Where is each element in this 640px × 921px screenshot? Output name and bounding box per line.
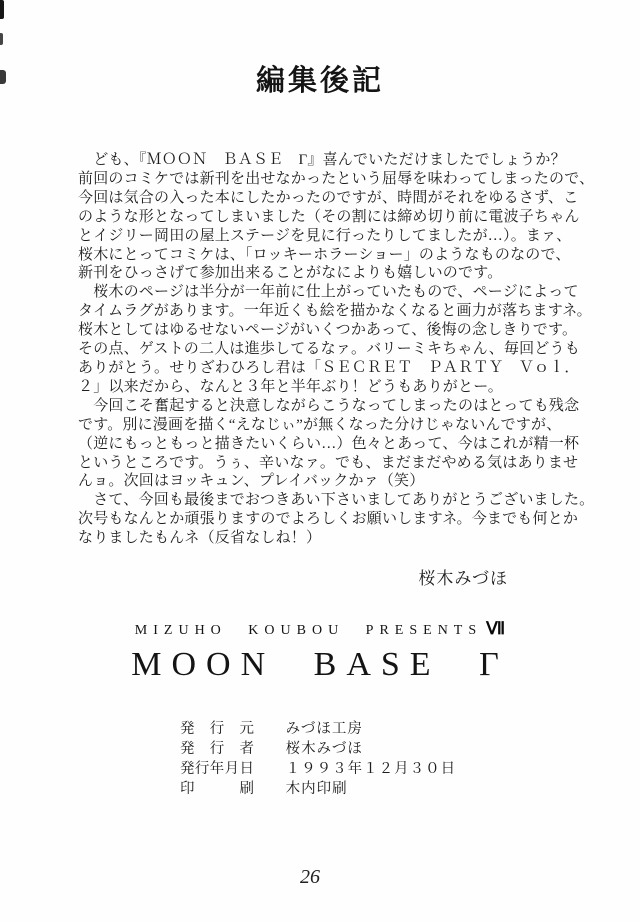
scan-artifact-mark: [0, 33, 3, 45]
colophon-value: 木内印刷: [285, 781, 348, 797]
volume-numeral: Ⅶ: [486, 619, 506, 638]
body-line: とイジリー岡田の屋上ステージを見に行ったりしてましたが…）。まァ、: [78, 227, 572, 244]
presents-text: MIZUHO KOUBOU PRESENTS: [134, 623, 483, 638]
body-line: 桜木としてはゆるせないページがいくつかあって、後悔の念しきりです。: [78, 322, 578, 339]
body-line: ２」以来だから、なんと３年と半年ぶり！どうもありがとー。: [78, 378, 504, 395]
body-line: 今回は気合の入った本にしたかったのですが、時間がそれをゆるさず、こ: [78, 189, 579, 206]
colophon-row: [180, 779, 456, 799]
author-signature: 桜木みづほ: [418, 569, 508, 588]
body-line: その点、ゲストの二人は進歩してるなァ。バリーミキちゃん、毎回どうも: [78, 341, 580, 358]
body-line: 新刊をひっさげて参加出来ることがなによりも嬉しいのです。: [78, 265, 503, 282]
body-line: なりましたもんネ（反省なしね！）: [78, 530, 322, 547]
colophon-label: 発行元: [180, 721, 254, 737]
body-line: というところです。うぅ、辛いなァ。でも、まだまだやめる気はありませ: [78, 454, 579, 471]
body-line: 次号もなんとか頑張りますのでよろしくお願いしますネ。今までも何とか: [78, 511, 579, 528]
body-line: ありがとう。せりざわひろし君は「ＳＥＣＲＥＴ ＰＡＲＴＹ Ｖｏｌ．: [78, 359, 580, 376]
afterword-body: [78, 151, 595, 548]
body-line: です。別に漫画を描く“えなじぃ”が無くなった分けじゃないんですが、: [78, 416, 562, 433]
colophon-value: １９９３年１２月３０日: [285, 761, 457, 777]
body-line: 前回のコミケでは新刊を出せなかったという屈辱を味わってしまったので、: [78, 170, 595, 187]
body-line: 桜木のページは半分が一年前に仕上がっていたもので、ページによって: [78, 284, 579, 301]
colophon-row: [180, 739, 456, 759]
body-line: 今回こそ奮起すると決意しながらこうなってしまったのはとっても残念: [78, 397, 580, 414]
colophon-label: 発行年月日: [180, 761, 254, 777]
colophon-label: 発行者: [180, 741, 254, 757]
colophon-value: 桜木みづほ: [285, 741, 363, 757]
body-line: タイムラグがあります。一年近くも絵を描かなくなると画力が落ちますネ。: [78, 303, 592, 320]
presents-line: [0, 619, 640, 639]
page-number: 26: [300, 866, 320, 888]
scan-artifact-mark: [0, 0, 4, 19]
colophon-row: [180, 719, 456, 739]
body-line: （逆にもっともっと描きたいくらい…）色々とあって、今はこれが精一杯: [78, 435, 580, 452]
body-line: んョ。次回はヨッキュン、プレイバックかァ（笑）: [78, 473, 425, 490]
body-line: のような形となってしまいました（その割には締め切り前に電波子ちゃん: [78, 208, 580, 225]
colophon-label: 印刷: [180, 781, 254, 797]
page-title: 編集後記: [255, 65, 384, 97]
body-line: ども、『ＭＯＯＮ ＢＡＳＥ Γ』喜んでいただけましたでしょうか？: [78, 152, 566, 168]
body-line: 桜木にとってコミケは、「ロッキーホラーショー」のようなものなので、: [78, 246, 571, 263]
book-title: MOON BASE Γ: [131, 646, 509, 683]
colophon-row: [180, 759, 456, 779]
colophon-value: みづほ工房: [285, 721, 363, 737]
colophon: [180, 719, 456, 799]
body-line: さて、今回も最後までおつきあい下さいましてありがとうございました。: [78, 492, 595, 509]
